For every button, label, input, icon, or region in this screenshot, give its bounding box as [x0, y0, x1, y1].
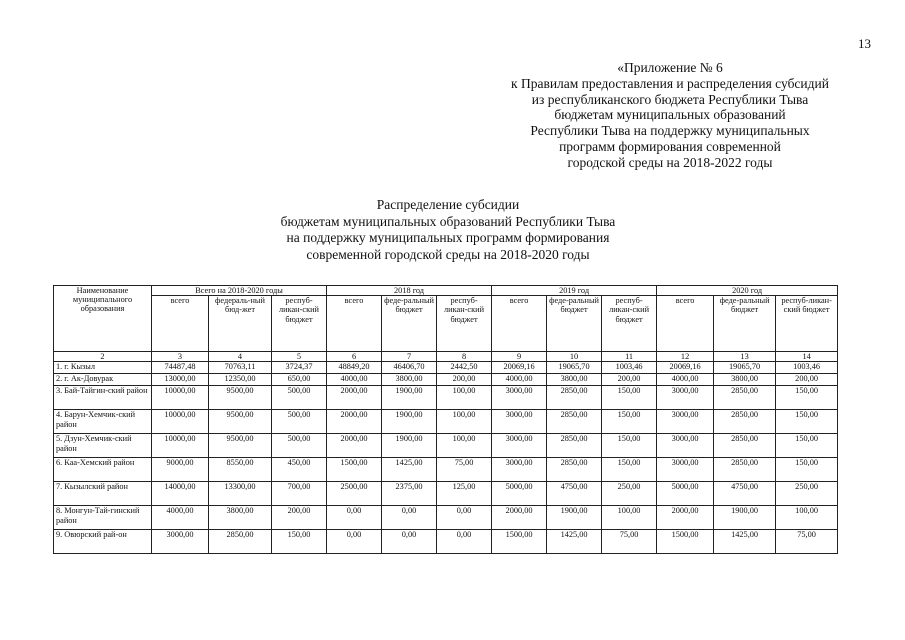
sub-header-federal: федераль-ный бюд-жет — [209, 296, 272, 352]
amount-cell: 1900,00 — [382, 386, 437, 410]
amount-cell: 75,00 — [602, 530, 657, 554]
column-number: 4 — [209, 352, 272, 362]
amount-cell: 150,00 — [602, 410, 657, 434]
amount-cell: 1425,00 — [547, 530, 602, 554]
amount-cell: 4000,00 — [492, 374, 547, 386]
amount-cell: 19065,70 — [714, 362, 776, 374]
amount-cell: 14000,00 — [152, 482, 209, 506]
amount-cell: 200,00 — [437, 374, 492, 386]
amount-cell: 1500,00 — [327, 458, 382, 482]
table-row — [54, 434, 838, 458]
amount-cell: 4000,00 — [327, 374, 382, 386]
appendix-line: «Приложение № 6 — [617, 60, 723, 75]
sub-header-federal: феде-ральный бюджет — [547, 296, 602, 352]
amount-cell: 3800,00 — [714, 374, 776, 386]
title-line: современной городской среды на 2018-2020 годы — [306, 246, 590, 262]
amount-cell: 1900,00 — [547, 506, 602, 530]
amount-cell: 150,00 — [272, 530, 327, 554]
amount-cell: 500,00 — [272, 410, 327, 434]
amount-cell: 12350,00 — [209, 374, 272, 386]
amount-cell: 1500,00 — [657, 530, 714, 554]
appendix-heading — [470, 60, 870, 171]
amount-cell: 200,00 — [602, 374, 657, 386]
amount-cell: 100,00 — [437, 434, 492, 458]
sub-header-total: всего — [327, 296, 382, 352]
appendix-line: бюджетам муниципальных образований — [554, 107, 786, 123]
sub-header-total: всего — [152, 296, 209, 352]
amount-cell: 1900,00 — [382, 410, 437, 434]
appendix-line: городской среды на 2018-2022 годы — [567, 154, 773, 170]
column-number: 14 — [776, 352, 838, 362]
amount-cell: 2442,50 — [437, 362, 492, 374]
amount-cell: 4000,00 — [152, 506, 209, 530]
amount-cell: 13300,00 — [209, 482, 272, 506]
municipality-name: 1. г. Кызыл — [54, 362, 152, 374]
amount-cell: 3800,00 — [547, 374, 602, 386]
group-header-total: Всего на 2018-2020 годы — [152, 286, 327, 296]
amount-cell: 500,00 — [272, 434, 327, 458]
table-row — [54, 530, 838, 554]
amount-cell: 150,00 — [776, 386, 838, 410]
amount-cell: 700,00 — [272, 482, 327, 506]
column-number: 3 — [152, 352, 209, 362]
amount-cell: 48849,20 — [327, 362, 382, 374]
amount-cell: 3800,00 — [209, 506, 272, 530]
amount-cell: 0,00 — [382, 530, 437, 554]
amount-cell: 100,00 — [437, 410, 492, 434]
amount-cell: 1500,00 — [492, 530, 547, 554]
amount-cell: 0,00 — [437, 506, 492, 530]
amount-cell: 74487,48 — [152, 362, 209, 374]
amount-cell: 2375,00 — [382, 482, 437, 506]
amount-cell: 2850,00 — [547, 410, 602, 434]
column-number: 7 — [382, 352, 437, 362]
municipality-name: 4. Барун-Хемчик-ский район — [54, 410, 152, 434]
amount-cell: 3800,00 — [382, 374, 437, 386]
sub-header-republic: респуб-ликан-ский бюджет — [272, 296, 327, 352]
amount-cell: 250,00 — [602, 482, 657, 506]
amount-cell: 450,00 — [272, 458, 327, 482]
amount-cell: 13000,00 — [152, 374, 209, 386]
sub-header-federal: феде-ральный бюджет — [382, 296, 437, 352]
amount-cell: 2850,00 — [714, 386, 776, 410]
amount-cell: 3000,00 — [152, 530, 209, 554]
group-header-2020: 2020 год — [657, 286, 838, 296]
amount-cell: 100,00 — [776, 506, 838, 530]
amount-cell: 1425,00 — [714, 530, 776, 554]
table-body — [54, 362, 838, 554]
amount-cell: 200,00 — [272, 506, 327, 530]
table-row — [54, 374, 838, 386]
municipality-name: 7. Кызылский район — [54, 482, 152, 506]
column-number: 11 — [602, 352, 657, 362]
amount-cell: 0,00 — [382, 506, 437, 530]
amount-cell: 19065,70 — [547, 362, 602, 374]
table-row — [54, 362, 838, 374]
appendix-line: к Правилам предоставления и распределения субсидий — [511, 75, 829, 91]
amount-cell: 2000,00 — [492, 506, 547, 530]
amount-cell: 4750,00 — [547, 482, 602, 506]
amount-cell: 9500,00 — [209, 386, 272, 410]
amount-cell: 2000,00 — [657, 506, 714, 530]
amount-cell: 3724,37 — [272, 362, 327, 374]
column-number: 12 — [657, 352, 714, 362]
amount-cell: 9500,00 — [209, 434, 272, 458]
amount-cell: 9000,00 — [152, 458, 209, 482]
amount-cell: 1900,00 — [714, 506, 776, 530]
amount-cell: 2000,00 — [327, 386, 382, 410]
amount-cell: 8550,00 — [209, 458, 272, 482]
amount-cell: 2850,00 — [547, 386, 602, 410]
amount-cell: 100,00 — [602, 506, 657, 530]
municipality-name: 2. г. Ак-Довурак — [54, 374, 152, 386]
amount-cell: 3000,00 — [657, 458, 714, 482]
sub-header-total: всего — [492, 296, 547, 352]
amount-cell: 3000,00 — [657, 386, 714, 410]
amount-cell: 1003,46 — [776, 362, 838, 374]
sub-header-republic: респуб-ликан-ский бюджет — [776, 296, 838, 352]
amount-cell: 46406,70 — [382, 362, 437, 374]
amount-cell: 2850,00 — [714, 434, 776, 458]
sub-header-row — [54, 296, 838, 352]
amount-cell: 2850,00 — [714, 410, 776, 434]
amount-cell: 2500,00 — [327, 482, 382, 506]
amount-cell: 75,00 — [437, 458, 492, 482]
sub-header-total: всего — [657, 296, 714, 352]
amount-cell: 200,00 — [776, 374, 838, 386]
amount-cell: 150,00 — [776, 410, 838, 434]
column-number: 5 — [272, 352, 327, 362]
column-number: 10 — [547, 352, 602, 362]
amount-cell: 250,00 — [776, 482, 838, 506]
title-line: на поддержку муниципальных программ формирования — [286, 230, 610, 246]
amount-cell: 2850,00 — [209, 530, 272, 554]
amount-cell: 70763,11 — [209, 362, 272, 374]
amount-cell: 2000,00 — [327, 434, 382, 458]
amount-cell: 2850,00 — [714, 458, 776, 482]
amount-cell: 10000,00 — [152, 434, 209, 458]
appendix-line: Республики Тыва на поддержку муниципальных — [530, 123, 810, 139]
amount-cell: 2850,00 — [547, 434, 602, 458]
table-row — [54, 458, 838, 482]
group-header-2018: 2018 год — [327, 286, 492, 296]
amount-cell: 0,00 — [327, 530, 382, 554]
municipality-name: 3. Бай-Тайгин-ский район — [54, 386, 152, 410]
amount-cell: 2850,00 — [547, 458, 602, 482]
table-row — [54, 482, 838, 506]
amount-cell: 150,00 — [776, 458, 838, 482]
municipality-name: 9. Овюрский рай-он — [54, 530, 152, 554]
column-number-row — [54, 352, 838, 362]
amount-cell: 20069,16 — [492, 362, 547, 374]
amount-cell: 10000,00 — [152, 386, 209, 410]
title-line: бюджетам муниципальных образований Республики Тыва — [280, 213, 616, 229]
amount-cell: 75,00 — [776, 530, 838, 554]
amount-cell: 500,00 — [272, 386, 327, 410]
column-number: 8 — [437, 352, 492, 362]
column-number: 6 — [327, 352, 382, 362]
amount-cell: 1003,46 — [602, 362, 657, 374]
sub-header-republic: респуб-ликан-ский бюджет — [437, 296, 492, 352]
amount-cell: 5000,00 — [492, 482, 547, 506]
sub-header-republic: респуб-ликан-ский бюджет — [602, 296, 657, 352]
column-number: 2 — [54, 352, 152, 362]
amount-cell: 125,00 — [437, 482, 492, 506]
amount-cell: 3000,00 — [492, 458, 547, 482]
amount-cell: 4750,00 — [714, 482, 776, 506]
amount-cell: 3000,00 — [657, 434, 714, 458]
amount-cell: 5000,00 — [657, 482, 714, 506]
amount-cell: 650,00 — [272, 374, 327, 386]
title-line: Распределение субсидии — [376, 197, 520, 212]
column-number: 13 — [714, 352, 776, 362]
amount-cell: 0,00 — [437, 530, 492, 554]
amount-cell: 2000,00 — [327, 410, 382, 434]
municipality-name: 8. Монгун-Тай-гинский район — [54, 506, 152, 530]
amount-cell: 1900,00 — [382, 434, 437, 458]
appendix-line: программ формирования современной — [559, 138, 781, 154]
amount-cell: 150,00 — [602, 458, 657, 482]
amount-cell: 3000,00 — [492, 386, 547, 410]
group-header-row — [54, 286, 838, 296]
municipality-name: 5. Дзун-Хемчик-ский район — [54, 434, 152, 458]
municipality-name: 6. Каа-Хемский район — [54, 458, 152, 482]
sub-header-federal: феде-ральный бюджет — [714, 296, 776, 352]
name-column-header: Наименование муниципального образования — [54, 286, 152, 352]
column-number: 9 — [492, 352, 547, 362]
amount-cell: 100,00 — [437, 386, 492, 410]
amount-cell: 1425,00 — [382, 458, 437, 482]
group-header-2019: 2019 год — [492, 286, 657, 296]
amount-cell: 4000,00 — [657, 374, 714, 386]
amount-cell: 3000,00 — [492, 410, 547, 434]
amount-cell: 150,00 — [602, 434, 657, 458]
amount-cell: 150,00 — [776, 434, 838, 458]
subsidy-table — [53, 285, 838, 554]
table-row — [54, 386, 838, 410]
amount-cell: 3000,00 — [492, 434, 547, 458]
table-row — [54, 506, 838, 530]
table-row — [54, 410, 838, 434]
amount-cell: 150,00 — [602, 386, 657, 410]
amount-cell: 3000,00 — [657, 410, 714, 434]
amount-cell: 0,00 — [327, 506, 382, 530]
amount-cell: 20069,16 — [657, 362, 714, 374]
amount-cell: 10000,00 — [152, 410, 209, 434]
page-number: 13 — [858, 36, 871, 51]
document-title — [230, 197, 666, 263]
amount-cell: 9500,00 — [209, 410, 272, 434]
appendix-line: из республиканского бюджета Республики Тыва — [531, 91, 809, 107]
